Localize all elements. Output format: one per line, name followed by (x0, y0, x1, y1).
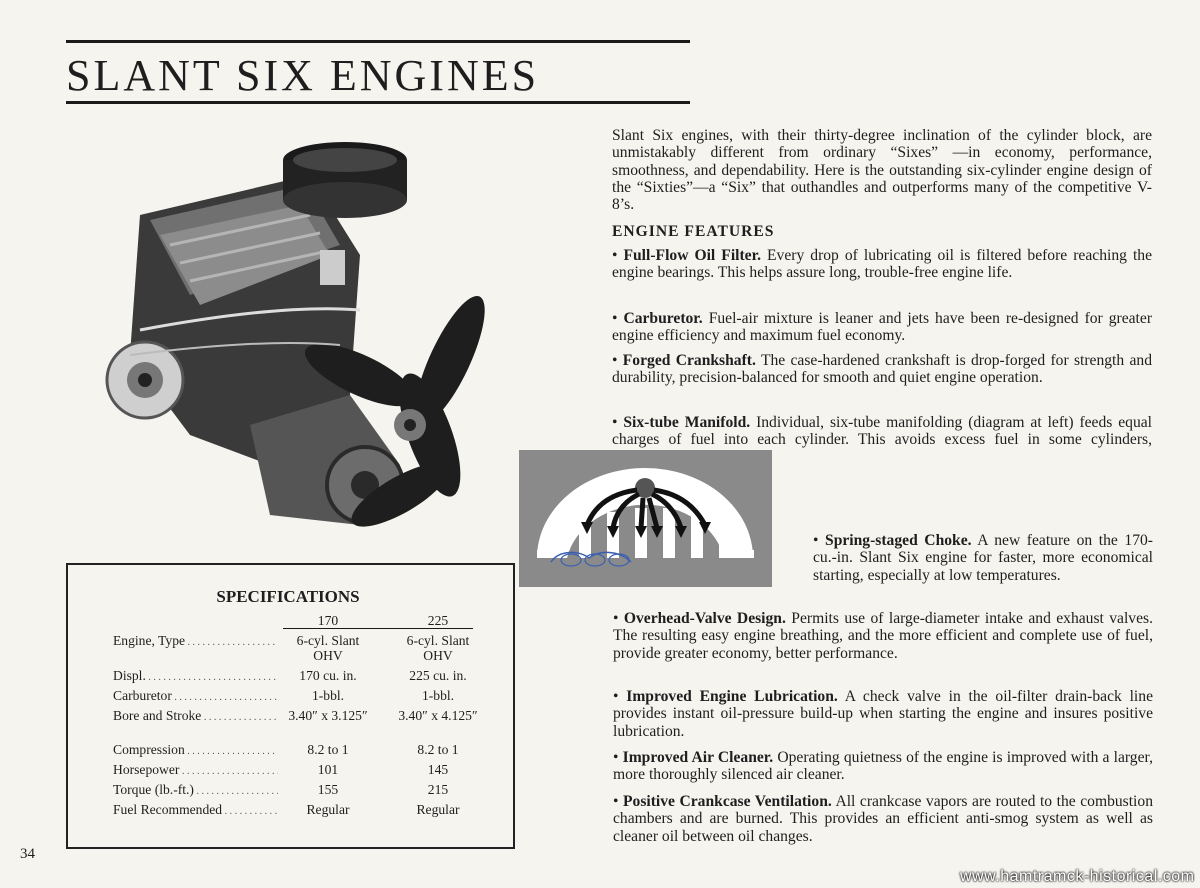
cell-225: 8.2 to 1 (417, 742, 459, 757)
cell-225: 145 (427, 762, 449, 777)
feature-name: Overhead-Valve Design. (623, 610, 786, 627)
feature-name: Carburetor. (623, 310, 703, 327)
cell-170: 101 (317, 762, 339, 777)
feature-oil-filter: • Full-Flow Oil Filter. Every drop of lubricating oil is filtered before reaching the engine bearings. This helps assure long, trouble-free engine life. (612, 247, 1152, 282)
page-title: SLANT SIX ENGINES (66, 51, 540, 100)
row-label: Horsepower . . . (113, 762, 278, 779)
engine-photo (100, 135, 520, 545)
page-number: 34 (20, 846, 35, 862)
feature-name: Positive Crankcase Ventilation. (623, 793, 832, 810)
feature-carburetor: • Carburetor. Fuel-air mixture is leaner and jets have been re-designed for greater engine efficiency and maximum fuel economy. (612, 310, 1153, 345)
row-label: Carburetor . . . (113, 688, 278, 705)
feature-text: All crankcase vapors are routed to the combustion chambers and are burned. This provides an efficient anti-smog system as well as cleaner oil between oil changes. (613, 793, 1153, 845)
feature-text: The case-hardened crankshaft is drop-forged for strength and durability, precision-balanced for smooth and quiet engine operation. (612, 352, 1153, 387)
row-label: Compression . . . (113, 742, 278, 759)
column-header-170: 170 (317, 613, 339, 628)
cell-170: 3.40″ x 3.125″ (288, 708, 368, 723)
cell-225: 3.40″ x 4.125″ (398, 708, 478, 723)
cell-170: 6-cyl. Slant OHV (296, 633, 360, 663)
cell-170: 8.2 to 1 (307, 742, 349, 757)
feature-name: Spring-staged Choke. (825, 532, 972, 549)
cell-170: 170 cu. in. (299, 668, 357, 683)
row-label: Engine, Type . . . (113, 633, 278, 650)
feature-text: A new feature on the 170-cu.-in. Slant Six engine for faster, more economical starting, especially at low temperatures. (813, 532, 1153, 584)
table-row (113, 633, 513, 665)
cell-225: 215 (427, 782, 449, 797)
specifications-title: SPECIFICATIONS (216, 587, 360, 606)
feature-text: A check valve in the oil-filter drain-back line provides instant oil-pressure build-up when starting the engine and insures positive lubrication. (613, 688, 1153, 740)
row-label: Fuel Recommended . . . (113, 802, 278, 819)
cell-170: 1-bbl. (311, 688, 345, 703)
cell-225: 1-bbl. (421, 688, 455, 703)
column-header-225: 225 (427, 613, 449, 628)
table-row (113, 708, 513, 740)
manifold-diagram (519, 450, 772, 587)
feature-name: Forged Crankshaft. (622, 352, 756, 369)
feature-text: Permits use of large-diameter intake and exhaust valves. The resulting easy engine breathing, and the more efficient and complete use of fuel, provide greater economy, better performance. (613, 610, 1153, 662)
cell-225: 225 cu. in. (409, 668, 467, 683)
feature-name: Six-tube Manifold. (623, 414, 751, 431)
feature-ohv: • Overhead-Valve Design. Permits use of large-diameter intake and exhaust valves. The resulting easy engine breathing, and the more efficient and complete use of fuel, provide greater economy, better performance. (613, 610, 1153, 662)
cell-225: Regular (416, 802, 460, 817)
feature-text: Every drop of lubricating oil is filtered before reaching the engine bearings. This helps assure long, trouble-free engine life. (612, 247, 1152, 282)
feature-name: Improved Air Cleaner. (622, 749, 774, 766)
title-rule-bottom (66, 101, 690, 104)
row-label: Torque (lb.-ft.) . . . (113, 782, 278, 799)
watermark: www.hamtramck-historical.com (960, 868, 1195, 885)
feature-choke: • Spring-staged Choke. A new feature on the 170-cu.-in. Slant Six engine for faster, more economical starting, especially at low temperatures. (813, 532, 1153, 584)
feature-text: Fuel-air mixture is leaner and jets have been re-designed for greater engine efficiency and maximum fuel economy. (612, 310, 1153, 345)
row-label: Bore and Stroke . . . (113, 708, 278, 725)
title-rule-top (66, 40, 690, 43)
feature-text: Individual, six-tube manifolding (diagram at left) feeds equal charges of fuel into each cylinder. This avoids excess fuel in some cylinders, (612, 414, 1153, 449)
feature-text: Operating quietness of the engine is improved with a larger, more thoroughly silenced air cleaner. (613, 749, 1153, 784)
feature-lubrication: • Improved Engine Lubrication. A check valve in the oil-filter drain-back line provides instant oil-pressure build-up when starting the engine and insures positive lubrication. (613, 688, 1153, 740)
row-label: Displ. . . . (113, 668, 278, 685)
feature-name: Improved Engine Lubrication. (626, 688, 838, 705)
cell-170: 155 (317, 782, 339, 797)
cell-225: 6-cyl. Slant OHV (406, 633, 470, 663)
cell-170: Regular (306, 802, 350, 817)
feature-crankshaft: • Forged Crankshaft. The case-hardened crankshaft is drop-forged for strength and durability, precision-balanced for smooth and quiet engine operation. (612, 352, 1153, 387)
header-rule (283, 628, 473, 629)
specifications-table (66, 563, 515, 849)
feature-pcv: • Positive Crankcase Ventilation. All crankcase vapors are routed to the combustion chambers and are burned. This provides an efficient anti-smog system as well as cleaner oil between oil changes. (613, 793, 1153, 845)
feature-air-cleaner: • Improved Air Cleaner. Operating quietness of the engine is improved with a larger, more thoroughly silenced air cleaner. (613, 749, 1153, 784)
feature-manifold: • Six-tube Manifold. Individual, six-tube manifolding (diagram at left) feeds equal charges of fuel into each cylinder. This avoids excess fuel in some cylinders, (612, 414, 1152, 466)
intro-paragraph: Slant Six engines, with their thirty-degree inclination of the cylinder block, are unmistakably different from ordinary “Sixes” —in economy, performance, smoothness, and dependability. Here is the outstanding six-cylinder engine design of the “Sixties”—a “Six” that outhandles and outperforms many of the competitive V-8’s. (612, 127, 1152, 214)
feature-name: Full-Flow Oil Filter. (623, 247, 761, 264)
features-heading: ENGINE FEATURES (612, 223, 775, 240)
